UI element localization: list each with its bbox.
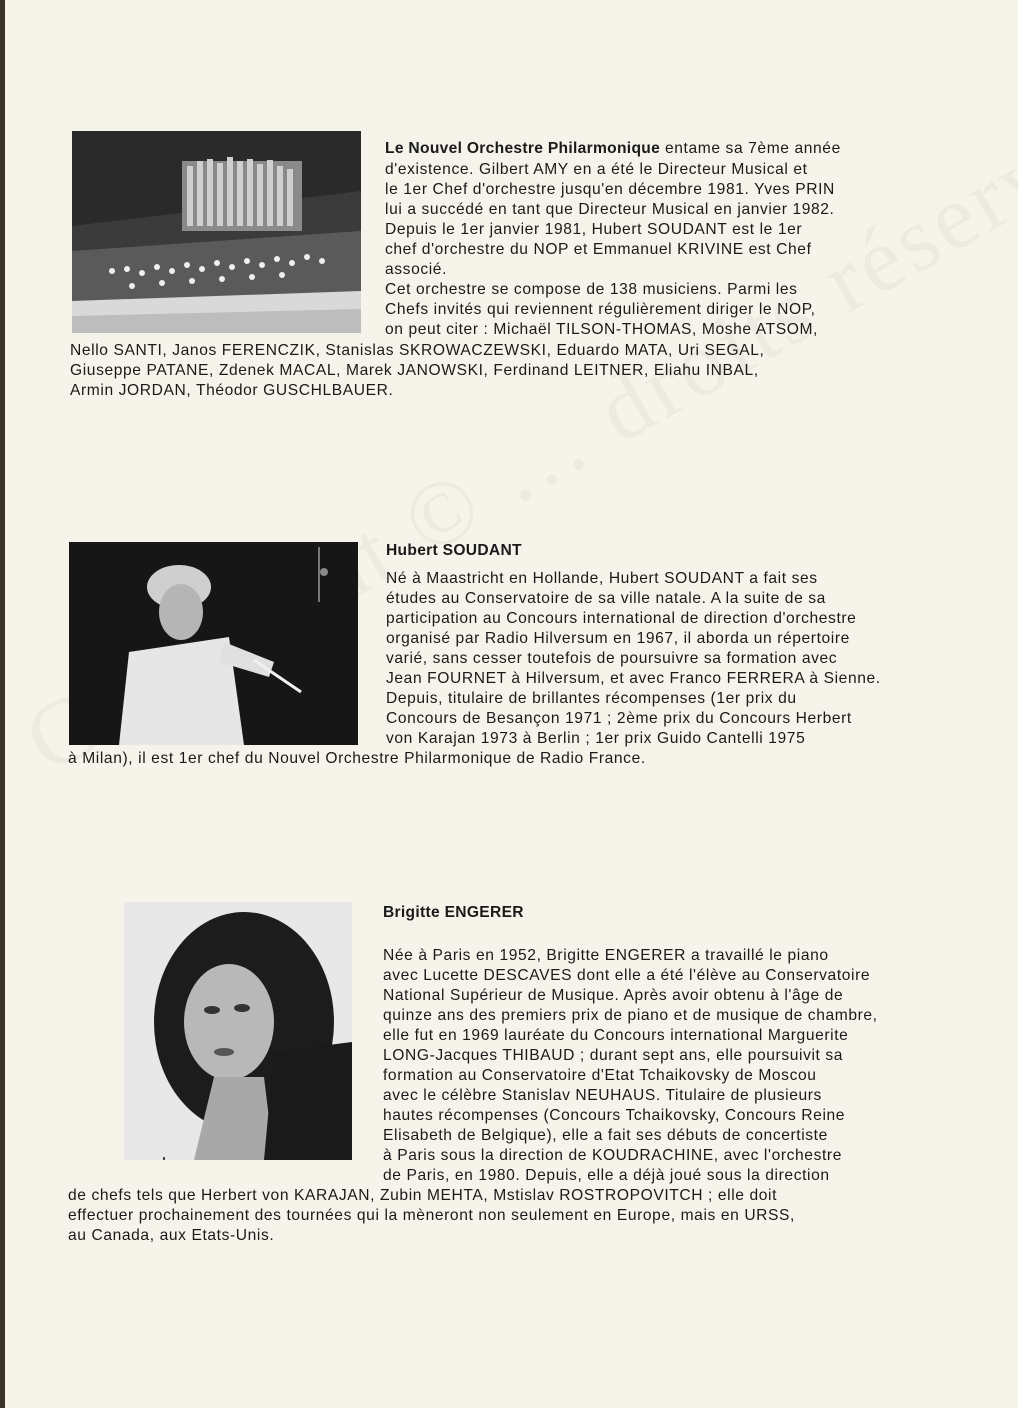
- section1-line: le 1er Chef d'orchestre jusqu'en décembre 1981. Yves PRIN: [385, 181, 835, 198]
- section3-line: à Paris sous la direction de KOUDRACHINE, avec l'orchestre: [383, 1147, 842, 1164]
- hubert-soudant-photo: [69, 542, 358, 745]
- section1-line: Depuis le 1er janvier 1981, Hubert SOUDANT est le 1er: [385, 221, 803, 238]
- section3-line: de Paris, en 1980. Depuis, elle a déjà joué sous la direction: [383, 1167, 830, 1184]
- page-edge: [0, 0, 5, 1408]
- section1-line: on peut citer : Michaël TILSON-THOMAS, Moshe ATSOM,: [385, 321, 818, 338]
- section1-line: Nello SANTI, Janos FERENCZIK, Stanislas SKROWACZEWSKI, Eduardo MATA, Uri SEGAL,: [70, 342, 765, 359]
- section1-title: Le Nouvel Orchestre Philarmonique: [385, 140, 661, 157]
- section2-line: varié, sans cesser toutefois de poursuivre sa formation avec: [386, 650, 838, 667]
- section3-line: hautes récompenses (Concours Tchaikovsky, Concours Reine: [383, 1107, 846, 1124]
- section2-line: organisé par Radio Hilversum en 1967, il aborda un répertoire: [386, 630, 850, 647]
- section1-line: Cet orchestre se compose de 138 musiciens. Parmi les: [385, 281, 798, 298]
- section3-title: Brigitte ENGERER: [383, 904, 524, 921]
- section1-line: lui a succédé en tant que Directeur Musical en janvier 1982.: [385, 201, 835, 218]
- section2-line: études au Conservatoire de sa ville natale. A la suite de sa: [386, 590, 826, 607]
- section2-line: von Karajan 1973 à Berlin ; 1er prix Guido Cantelli 1975: [386, 730, 806, 747]
- section2-line: Jean FOURNET à Hilversum, et avec Franco FERRERA à Sienne.: [386, 670, 881, 687]
- section2-line: Né à Maastricht en Hollande, Hubert SOUDANT a fait ses: [386, 570, 818, 587]
- section3-line: LONG-Jacques THIBAUD ; durant sept ans, elle poursuivit sa: [383, 1047, 844, 1064]
- section1-line: Armin JORDAN, Théodor GUSCHLBAUER.: [70, 382, 394, 399]
- section1-line: associé.: [385, 261, 448, 278]
- section1-line: chef d'orchestre du NOP et Emmanuel KRIVINE est Chef: [385, 241, 812, 258]
- section2-line: Concours de Besançon 1971 ; 2ème prix du Concours Herbert: [386, 710, 852, 727]
- section3-line: Née à Paris en 1952, Brigitte ENGERER a travaillé le piano: [383, 947, 829, 964]
- section3-line: effectuer prochainement des tournées qui la mèneront non seulement en Europe, mais en URSS,: [68, 1207, 795, 1224]
- orchestra-photo: [72, 131, 361, 333]
- section2-line: à Milan), il est 1er chef du Nouvel Orchestre Philarmonique de Radio France.: [68, 750, 646, 767]
- section2-title: Hubert SOUDANT: [386, 542, 522, 559]
- section3-line: elle fut en 1969 lauréate du Concours international Marguerite: [383, 1027, 849, 1044]
- brigitte-engerer-photo: [124, 902, 352, 1160]
- section3-line: National Supérieur de Musique. Après avoir obtenu à l'âge de: [383, 987, 844, 1004]
- section1-line: Chefs invités qui reviennent régulièrement diriger le NOP,: [385, 301, 816, 318]
- section2-line: Depuis, titulaire de brillantes récompenses (1er prix du: [386, 690, 797, 707]
- section1-line: d'existence. Gilbert AMY en a été le Directeur Musical et: [385, 161, 808, 178]
- section3-line: au Canada, aux Etats-Unis.: [68, 1227, 275, 1244]
- section1-first-line-rest: entame sa 7ème année: [665, 140, 841, 157]
- section3-line: avec le célèbre Stanislav NEUHAUS. Titulaire de plusieurs: [383, 1087, 822, 1104]
- section3-line: avec Lucette DESCAVES dont elle a été l'élève au Conservatoire: [383, 967, 871, 984]
- section1-line: Giuseppe PATANE, Zdenek MACAL, Marek JANOWSKI, Ferdinand LEITNER, Eliahu INBAL,: [70, 362, 759, 379]
- section3-line: de chefs tels que Herbert von KARAJAN, Zubin MEHTA, Mstislav ROSTROPOVITCH ; elle doit: [68, 1187, 778, 1204]
- section1-first-line: [385, 139, 841, 159]
- section3-line: quinze ans des premiers prix de piano et de musique de chambre,: [383, 1007, 878, 1024]
- section3-line: Elisabeth de Belgique), elle a fait ses débuts de concertiste: [383, 1127, 828, 1144]
- section2-line: participation au Concours international de direction d'orchestre: [386, 610, 857, 627]
- section3-line: formation au Conservatoire d'Etat Tchaikovsky de Moscou: [383, 1067, 817, 1084]
